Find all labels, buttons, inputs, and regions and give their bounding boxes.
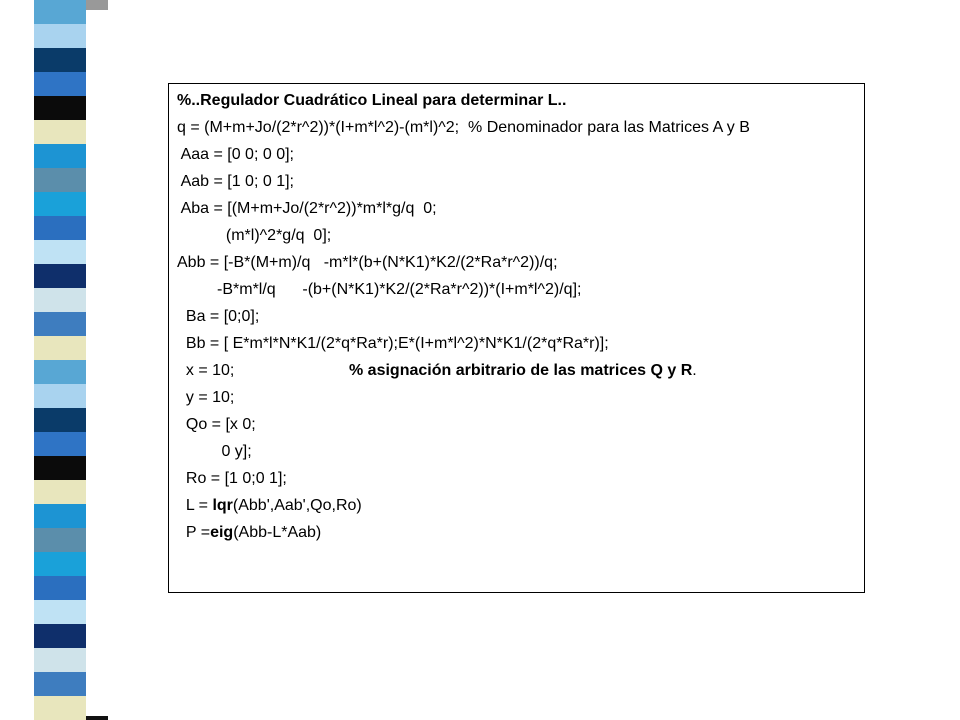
stripe-segment	[34, 408, 86, 433]
stripe-segment	[34, 288, 86, 313]
code-line-bb: Bb = [ E*m*l*N*K1/(2*q*Ra*r);E*(I+m*l^2)*N*K1/(2*q*Ra*r)];	[177, 335, 609, 352]
stripe-segment	[34, 432, 86, 457]
code-line-abb-1: Abb = [-B*(M+m)/q -m*l*(b+(N*K1)*K2/(2*Ra*r^2))/q;	[177, 254, 558, 271]
stripe-segment	[34, 48, 86, 73]
code-line-x-comment-wrap	[349, 359, 697, 383]
code-line-qo-2: 0 y];	[177, 443, 252, 460]
code-title: %..Regulador Cuadrático Lineal para determinar L..	[177, 92, 567, 109]
stripe-segment	[34, 624, 86, 649]
code-line-aba-1: Aba = [(M+m+Jo/(2*r^2))*m*l*g/q 0;	[177, 200, 437, 217]
code-line-p-args: (Abb-L*Aab)	[233, 524, 322, 541]
code-line-x-code: x = 10;	[177, 362, 235, 379]
stripe-segment	[34, 696, 86, 720]
code-line-abb-2: -B*m*l/q -(b+(N*K1)*K2/(2*Ra*r^2))*(I+m*l^2)/q];	[177, 281, 582, 298]
stripe-segment	[34, 504, 86, 529]
code-line-q: q = (M+m+Jo/(2*r^2))*(I+m*l^2)-(m*l)^2; % Denominador para las Matrices A y B	[177, 119, 750, 136]
stripe-segment	[34, 120, 86, 145]
stripe-segment	[34, 168, 86, 193]
stripe-segment	[34, 480, 86, 505]
decorative-shadow-bar	[86, 0, 108, 720]
code-line-l-args: (Abb',Aab',Qo,Ro)	[232, 497, 362, 514]
stripe-segment	[34, 24, 86, 49]
code-line-l-prefix: L =	[177, 497, 213, 514]
code-line-p-func: eig	[210, 524, 234, 541]
stripe-segment	[34, 144, 86, 169]
stripe-segment	[34, 336, 86, 361]
stripe-segment	[34, 648, 86, 673]
stripe-segment	[34, 216, 86, 241]
stripe-segment	[34, 96, 86, 121]
decorative-stripe-bar	[34, 0, 86, 720]
code-line-x-period: .	[692, 362, 697, 379]
code-line-p-prefix: P =	[177, 524, 211, 541]
code-line-l	[177, 494, 362, 518]
code-line-aaa: Aaa = [0 0; 0 0];	[177, 146, 294, 163]
stripe-segment	[34, 672, 86, 697]
code-line-p	[177, 521, 321, 545]
stripe-segment	[34, 600, 86, 625]
stripe-segment	[34, 576, 86, 601]
code-line-aba-2: (m*l)^2*g/q 0];	[177, 227, 332, 244]
shadow-top	[86, 0, 108, 10]
shadow-bottom	[86, 716, 108, 720]
stripe-segment	[34, 528, 86, 553]
stripe-segment	[34, 360, 86, 385]
code-line-qo-1: Qo = [x 0;	[177, 416, 256, 433]
stripe-segment	[34, 192, 86, 217]
code-line-y: y = 10;	[177, 389, 235, 406]
code-box	[168, 83, 865, 593]
code-line-x-comment: % asignación arbitrario de las matrices Q y R	[349, 362, 693, 379]
code-line-l-func: lqr	[212, 497, 233, 514]
stripe-segment	[34, 0, 86, 25]
stripe-segment	[34, 312, 86, 337]
stripe-segment	[34, 384, 86, 409]
code-line-aab: Aab = [1 0; 0 1];	[177, 173, 294, 190]
stripe-segment	[34, 264, 86, 289]
code-line-ba: Ba = [0;0];	[177, 308, 260, 325]
code-line-x	[177, 359, 234, 383]
code-line-ro: Ro = [1 0;0 1];	[177, 470, 287, 487]
stripe-segment	[34, 72, 86, 97]
stripe-segment	[34, 456, 86, 481]
stripe-segment	[34, 552, 86, 577]
stripe-segment	[34, 240, 86, 265]
